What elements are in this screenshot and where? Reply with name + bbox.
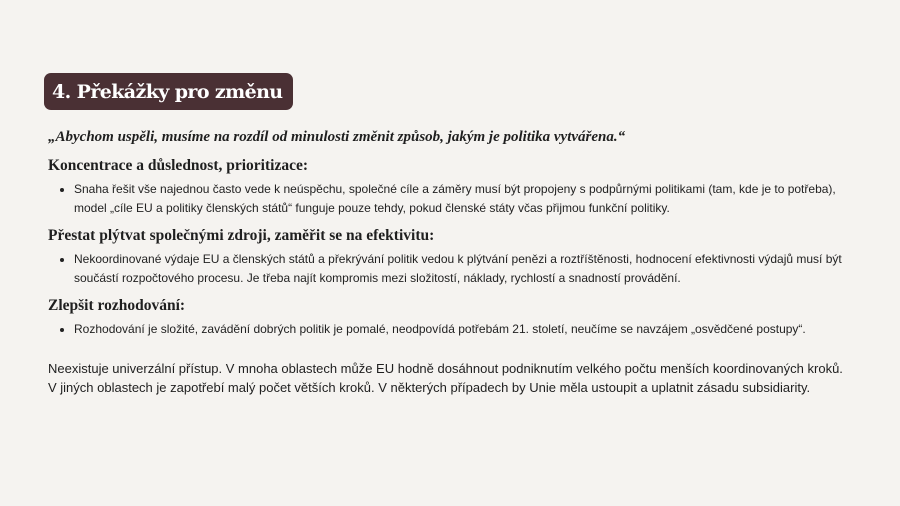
bullet-list (48, 250, 868, 288)
conclusion-paragraph: Neexistuje univerzální přístup. V mnoha oblastech může EU hodně dosáhnout podniknutím velkého počtu menších koordinovaných kroků. V jiných oblastech je zapotřebí malý počet větších kroků. V některých případech by Unie měla ustoupit a uplatnit zásadu subsidiarity. (48, 361, 843, 395)
section-2 (48, 226, 868, 288)
section-1 (48, 156, 868, 218)
bullet-list (48, 320, 868, 339)
bullet-item: • Rozhodování je složité, zavádění dobrých politik je pomalé, neodpovídá potřebám 21. století, neučíme se navzájem „osvědčené postupy“. (74, 320, 868, 339)
section-heading: Přestat plýtvat společnými zdroji, zaměřit se na efektivitu: (48, 227, 435, 244)
section-heading: Koncentrace a důslednost, prioritizace: (48, 157, 309, 174)
slide-title: 4. Překážky pro změnu (52, 80, 283, 103)
bullet-item: • Nekoordinované výdaje EU a členských států a překrývání politik vedou k plýtvání penězi a roztříštěnosti, hodnocení efektivnosti výdajů musí být součástí rozpočtového procesu. Je třeba najít kompromis mezi složitostí, náklady, rychlostí a snadností provádění. (74, 250, 868, 288)
bullet-item: • Snaha řešit vše najednou často vede k neúspěchu, společné cíle a záměry musí být propojeny s podpůrnými politikami (tam, kde je to potřeba), model „cíle EU a politiky členských států“ funguje pouze tehdy, pokud členské státy včas přijmou funkční politiky. (74, 180, 868, 218)
quote: „Abychom uspěli, musíme na rozdíl od minulosti změnit způsob, jakým je politika vytvářena.“ (48, 129, 626, 145)
title-badge (44, 73, 293, 110)
section-3 (48, 296, 868, 339)
section-heading: Zlepšit rozhodování: (48, 297, 186, 314)
slide-content (48, 128, 868, 397)
bullet-list (48, 180, 868, 218)
